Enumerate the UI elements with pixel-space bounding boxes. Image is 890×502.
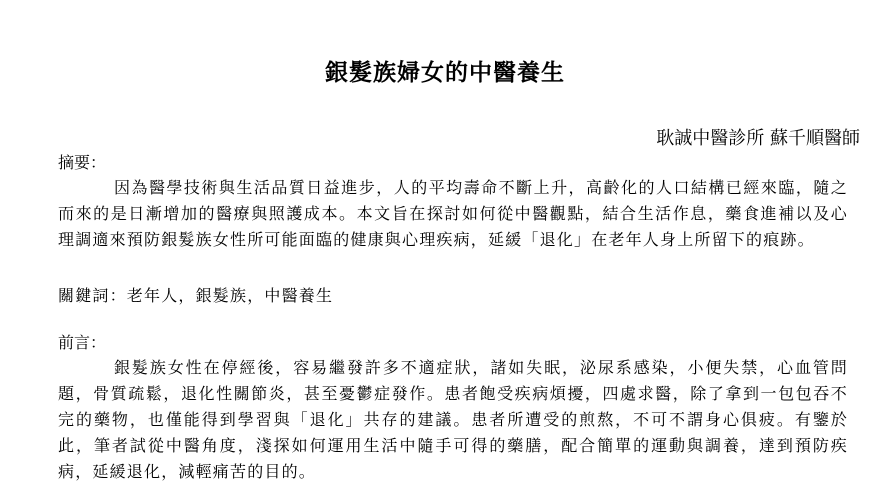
abstract-paragraph: 因為醫學技術與生活品質日益進步，人的平均壽命不斷上升，高齡化的人口結構已經來臨，隨之而來的是日漸增加的醫療與照護成本。本文旨在探討如何從中醫觀點，結合生活作息，藥食進補以及心理調適來預防銀髮族女性所可能面臨的健康與心理疾病，延緩「退化」在老年人身上所留下的痕跡。 — [58, 178, 848, 249]
preface-label: 前言： — [58, 333, 107, 352]
preface-paragraph: 銀髮族女性在停經後，容易繼發許多不適症狀，諸如失眠，泌尿系感染，小便失禁，心血管問題，骨質疏鬆，退化性關節炎，甚至憂鬱症發作。患者飽受疾病煩擾，四處求醫，除了拿到一包包吞不完的藥物，也僅能得到學習與「退化」共存的建議。患者所遭受的煎熬，不可不謂身心俱疲。有鑒於此，筆者試從中醫角度，淺探如何運用生活中隨手可得的藥膳，配合簡單的運動與調養，達到預防疾病，延緩退化，減輕痛苦的目的。 — [58, 358, 848, 481]
abstract-label: 摘要： — [58, 153, 107, 172]
author-line: 耿誠中醫診所 蘇千順醫師 — [656, 128, 860, 149]
document-title: 銀髮族婦女的中醫養生 — [325, 59, 565, 86]
keywords-line: 關鍵詞：老年人，銀髮族，中醫養生 — [58, 286, 334, 305]
